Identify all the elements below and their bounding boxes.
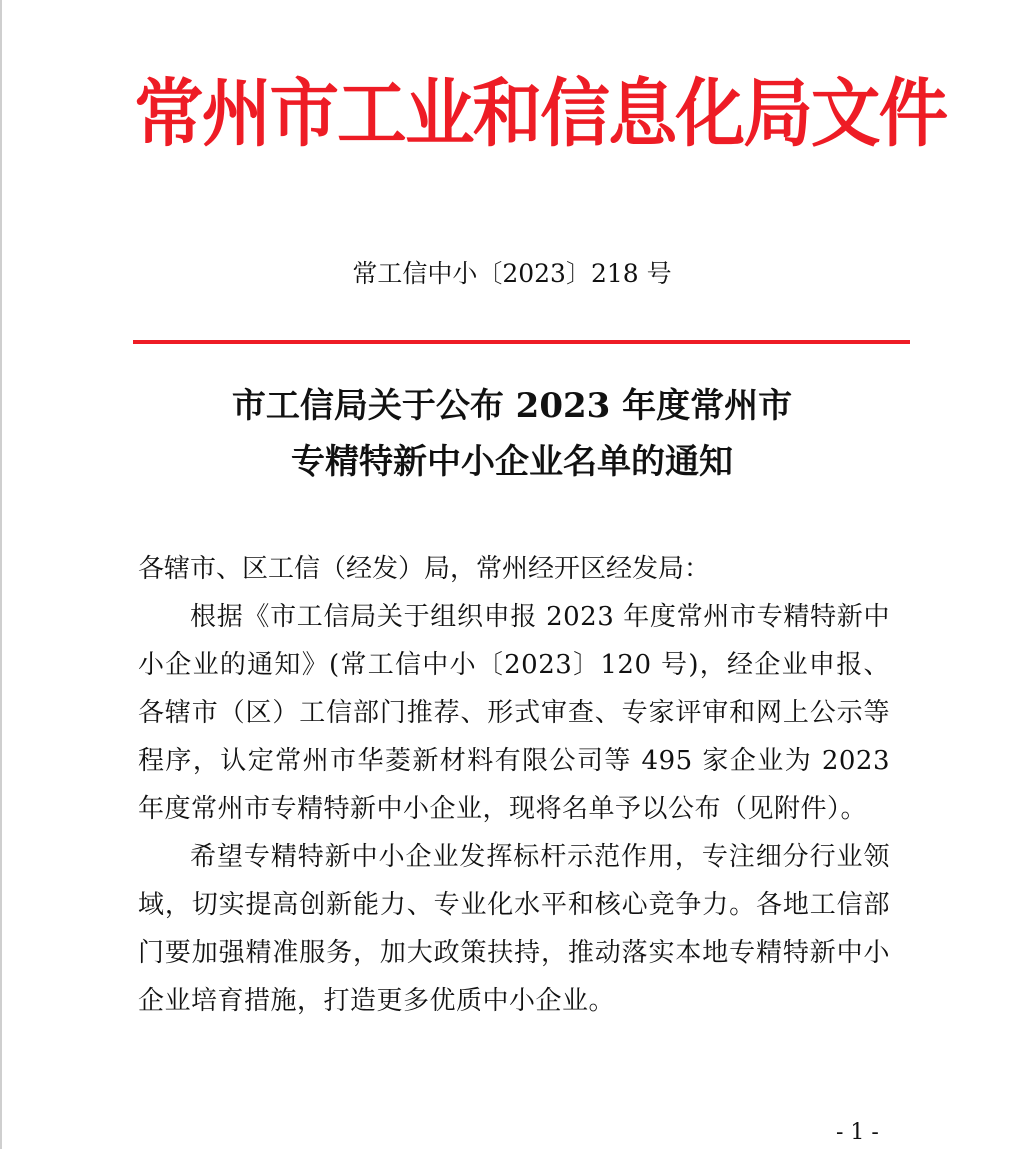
document-title	[0, 378, 1024, 490]
document-title-line-1: 市工信局关于公布 2023 年度常州市	[231, 386, 793, 426]
document-masthead: 常州市工业和信息化局文件	[134, 71, 947, 157]
red-separator-line	[133, 340, 910, 344]
document-title-line-2: 专精特新中小企业名单的通知	[291, 442, 733, 482]
page-edge-divider	[0, 0, 2, 1149]
document-number: 常工信中小〔2023〕218 号	[352, 259, 672, 288]
body-paragraph-2: 希望专精特新中小企业发挥标杆示范作用，专注细分行业领域，切实提高创新能力、专业化水平和核心竞争力。各地工信部门要加强精准服务，加大政策扶持，推动落实本地专精特新中小企业培育措施，打造更多优质中小企业。	[138, 842, 890, 1016]
body-paragraph-1: 根据《市工信局关于组织申报 2023 年度常州市专精特新中小企业的通知》(常工信中小〔2023〕120 号)，经企业申报、各辖市（区）工信部门推荐、形式审查、专家评审和网上公示等程序，认定常州市华菱新材料有限公司等 495 家企业为 2023 年度常州市专精特新中小企业，现将名单予以公布（见附件）。	[138, 602, 890, 824]
salutation: 各辖市、区工信（经发）局，常州经开区经发局：	[138, 554, 711, 584]
page-number: - 1 -	[836, 1120, 879, 1145]
